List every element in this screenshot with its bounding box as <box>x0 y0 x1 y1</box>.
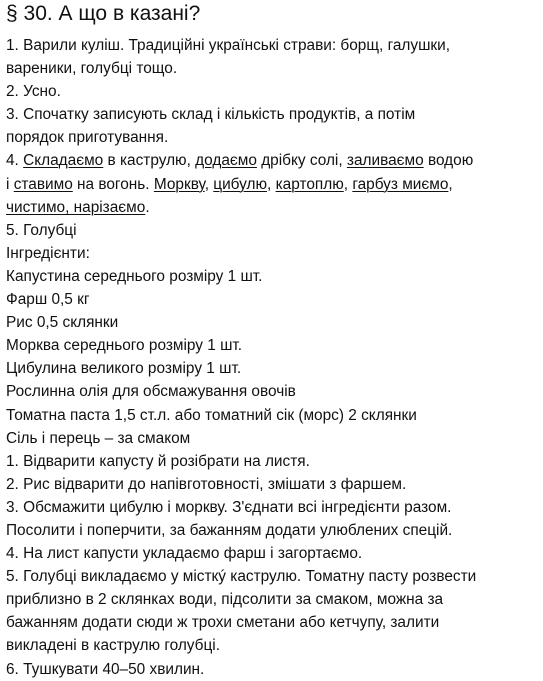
text-line <box>6 542 539 565</box>
text-segment: 4. <box>6 152 24 170</box>
text-segment: 5. Голубці <box>6 221 77 239</box>
text-segment: Томатна паста 1,5 ст.л. або томатний сік (морс) 2 склянки <box>6 406 417 424</box>
page-title: § 30. А що в казані? <box>6 2 201 25</box>
text-segment: 2. Рис відварити до напівготовності, змішати з фаршем. <box>6 475 407 493</box>
text-line <box>6 103 539 126</box>
text-segment: водою <box>423 152 474 170</box>
text-line <box>6 427 539 450</box>
text-segment: Сіль і перець – за смаком <box>6 429 191 447</box>
text-segment: дрібку солі, <box>256 152 347 170</box>
text-line <box>6 658 539 681</box>
text-segment: Рослинна олія для обсмажування овочів <box>6 383 296 401</box>
text-line <box>6 219 539 242</box>
text-line <box>6 196 539 219</box>
text-segment: , <box>448 175 453 193</box>
document-body <box>6 34 539 681</box>
text-segment: і <box>6 175 14 193</box>
text-line <box>6 80 539 103</box>
text-segment: 1. Відварити капусту й розібрати на листя. <box>6 452 310 470</box>
text-line <box>6 34 539 57</box>
text-segment: на вогонь. <box>72 175 154 193</box>
text-line <box>6 57 539 80</box>
text-segment: , <box>267 175 276 193</box>
text-segment: , <box>204 175 214 193</box>
text-line <box>6 126 539 149</box>
underlined-word: ставимо <box>13 175 73 193</box>
text-line <box>6 311 539 334</box>
text-segment: бажанням додати сюди ж трохи сметани або кетчупу, залити <box>6 614 440 632</box>
underlined-word: Складаємо <box>23 152 104 170</box>
text-segment: 5. Голубці викладаємо у місткý каструлю. Томатну пасту розвести <box>6 568 477 586</box>
text-segment: Посолити і поперчити, за бажанням додати улюблених спецій. <box>6 521 453 539</box>
text-segment: Рис 0,5 склянки <box>6 314 119 332</box>
text-line <box>6 519 539 542</box>
text-line <box>6 149 539 172</box>
underlined-word: заливаємо <box>346 152 424 170</box>
text-line <box>6 496 539 519</box>
text-line <box>6 265 539 288</box>
text-line <box>6 357 539 380</box>
text-segment: викладені в каструлю голубці. <box>6 637 220 655</box>
text-line <box>6 288 539 311</box>
text-line <box>6 473 539 496</box>
text-segment: 2. Усно. <box>6 83 61 101</box>
text-line <box>6 450 539 473</box>
text-segment: . <box>145 198 150 216</box>
underlined-word: цибулю <box>213 175 268 193</box>
text-segment: Морква середнього розміру 1 шт. <box>6 337 243 355</box>
text-segment: в каструлю, <box>103 152 196 170</box>
text-line <box>6 380 539 403</box>
text-segment: 1. Варили куліш. Традиційні українські страви: борщ, галушки, <box>6 37 451 54</box>
text-line <box>6 611 539 634</box>
text-segment: приблизно в 2 склянках води, підсолити за смаком, можна за <box>6 591 444 609</box>
underlined-word: гарбуз миємо <box>352 175 449 193</box>
text-line <box>6 588 539 611</box>
underlined-word: додаємо <box>195 152 257 170</box>
text-line <box>6 565 539 588</box>
text-segment: Інгредієнти: <box>6 244 90 262</box>
text-segment: 6. Тушкувати 40–50 хвилин. <box>6 660 205 678</box>
text-segment: Цибулина великого розміру 1 шт. <box>6 360 242 378</box>
text-segment: , <box>343 175 353 193</box>
text-segment: порядок приготування. <box>6 129 169 147</box>
text-segment: Фарш 0,5 кг <box>6 291 90 309</box>
text-segment: Капустина середнього розміру 1 шт. <box>6 267 263 285</box>
underlined-word: Моркву <box>153 175 205 193</box>
underlined-word: чистимо, нарізаємо <box>6 198 146 216</box>
text-segment: вареники, голубці тощо. <box>6 60 178 78</box>
text-line <box>6 634 539 657</box>
text-segment: 3. Спочатку записують склад і кількість продуктів, а потім <box>6 106 416 124</box>
text-line <box>6 242 539 265</box>
text-segment: 3. Обсмажити цибулю і моркву. З'єднати всі інгредієнти разом. <box>6 498 452 516</box>
text-line <box>6 404 539 427</box>
text-line <box>6 334 539 357</box>
text-line <box>6 173 539 196</box>
underlined-word: картоплю <box>275 175 344 193</box>
text-segment: 4. На лист капусти укладаємо фарш і загортаємо. <box>6 545 363 563</box>
